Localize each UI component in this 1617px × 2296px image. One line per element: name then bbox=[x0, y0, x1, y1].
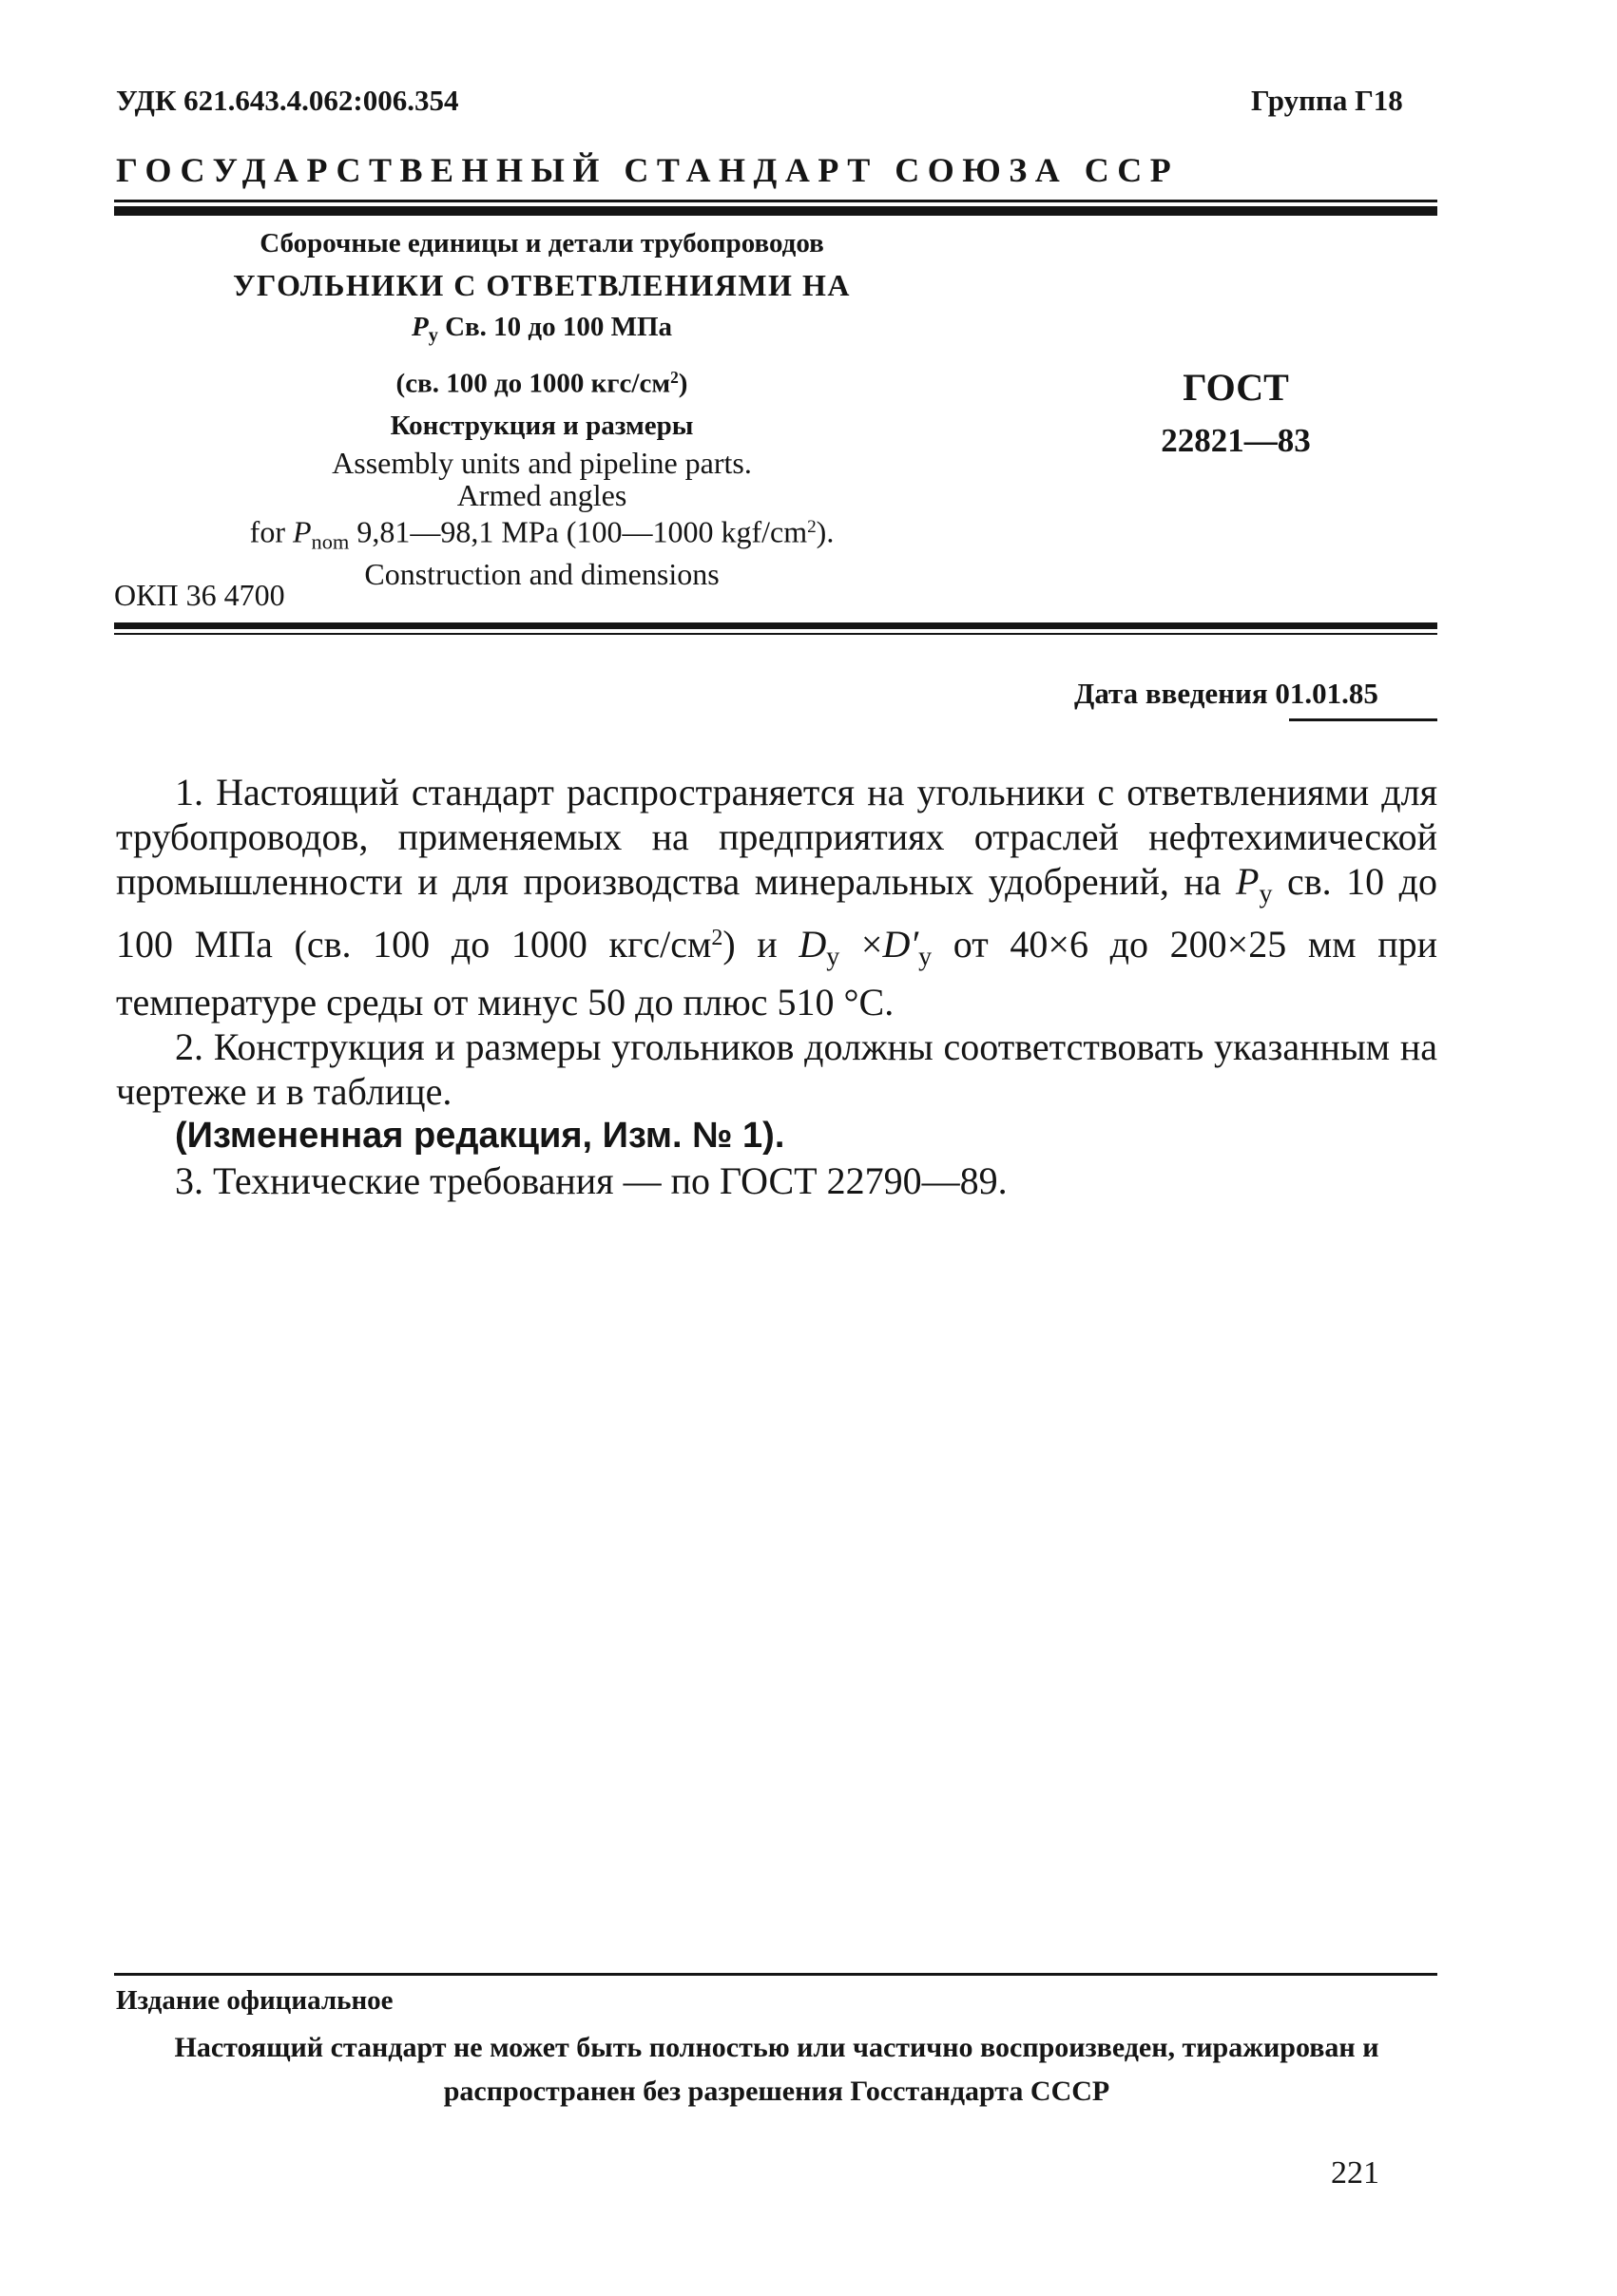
header-rule-thick bbox=[114, 206, 1437, 216]
title-pressure bbox=[114, 306, 970, 356]
date-label: Дата введения bbox=[1074, 677, 1268, 710]
p1-sup: 2 bbox=[711, 926, 723, 951]
pressure-kgf-suffix: ) bbox=[678, 368, 688, 399]
p1-text-d: от 40×6 до 200×25 мм при температуре среды от минус 50 до плюс 510 °С. bbox=[116, 923, 1438, 1024]
title-construction: Конструкция и размеры bbox=[390, 410, 694, 441]
en-pressure-subscript: nom bbox=[311, 528, 350, 553]
en-line3-prefix: for bbox=[249, 514, 285, 549]
header-rule-thin bbox=[114, 200, 1437, 202]
footer-rule bbox=[114, 1973, 1437, 1976]
title-main: УГОЛЬНИКИ С ОТВЕТВЛЕНИЯМИ НА bbox=[233, 268, 851, 302]
official-edition: Издание официальное bbox=[116, 1985, 394, 2016]
p1-py-symbol: P bbox=[1236, 860, 1260, 903]
p1-dy2-sub: у bbox=[918, 942, 933, 972]
en-pressure-sup: 2 bbox=[807, 516, 817, 537]
p1-text-b: св. 10 до 100 МПа (св. 100 до 1000 кгс/см bbox=[116, 860, 1437, 966]
group-code: Группа Г18 bbox=[1251, 84, 1403, 117]
pressure-range: Св. 10 до 100 МПа bbox=[445, 312, 673, 342]
en-pressure-range: 9,81—98,1 MPa (100—1000 kgf/cm bbox=[356, 514, 808, 549]
title-subtitle: Сборочные единицы и детали трубопроводов bbox=[260, 228, 824, 258]
en-pressure-symbol: P bbox=[292, 514, 312, 549]
p1-text-c: ) и bbox=[722, 923, 799, 966]
date-underline bbox=[1289, 718, 1437, 721]
gost-label: ГОСТ bbox=[1183, 366, 1289, 409]
okp-code: ОКП 36 4700 bbox=[114, 578, 285, 612]
title-en-line2: Armed angles bbox=[456, 477, 627, 512]
copyright-notice: Настоящий стандарт не может быть полностью или частично воспроизведен, тиражирован и распространен без разрешения Госстандарта СССР bbox=[174, 2032, 1379, 2107]
title-en-line1: Assembly units and pipeline parts. bbox=[332, 445, 752, 480]
p1-dy-sub: у bbox=[826, 942, 840, 972]
gov-standard-title: ГОСУДАРСТВЕННЫЙ СТАНДАРТ СОЮЗА ССР bbox=[116, 151, 1180, 189]
p1-dy2-symbol: D′ bbox=[882, 923, 919, 966]
gost-number: 22821—83 bbox=[1161, 422, 1311, 459]
title-rule-thick bbox=[114, 622, 1437, 629]
p1-dy-symbol: D bbox=[799, 923, 827, 966]
pressure-kgf-prefix: (св. 100 до 1000 кгс/см bbox=[395, 368, 671, 399]
title-rule-thin bbox=[114, 633, 1437, 635]
pressure-symbol: P bbox=[411, 312, 429, 342]
title-pressure-kgf bbox=[114, 356, 970, 405]
en-line3-suffix: ). bbox=[816, 514, 835, 549]
gost-designation bbox=[1084, 361, 1388, 468]
p1-times: × bbox=[839, 923, 883, 966]
p1-text-a: 1. Настоящий стандарт распространяется на угольники с ответвлениями для трубопроводов, применяемых на предприятиях отраслей нефтехимической промышленности и для производства минеральных удобрений, на bbox=[116, 771, 1437, 903]
paragraph-1 bbox=[116, 770, 1437, 1024]
body-text bbox=[116, 770, 1437, 1203]
date-value: 01.01.85 bbox=[1275, 677, 1378, 710]
paragraph-2: 2. Конструкция и размеры угольников должны соответствовать указанным на чертеже и в таблице. bbox=[116, 1024, 1437, 1113]
introduction-date bbox=[1074, 677, 1378, 711]
paragraph-3: 3. Технические требования — по ГОСТ 22790—89. bbox=[175, 1158, 1008, 1202]
pressure-subscript: у bbox=[428, 325, 438, 347]
udk-code: УДК 621.643.4.062:006.354 bbox=[116, 84, 459, 117]
title-block bbox=[114, 222, 970, 590]
page-number: 221 bbox=[1331, 2155, 1379, 2191]
pressure-kgf-sup: 2 bbox=[670, 368, 679, 388]
edit-note: (Измененная редакция, Изм. № 1). bbox=[175, 1115, 785, 1156]
title-en-line3 bbox=[114, 511, 970, 558]
title-en-line4: Construction and dimensions bbox=[364, 556, 720, 591]
p1-py-sub: у bbox=[1259, 879, 1273, 909]
